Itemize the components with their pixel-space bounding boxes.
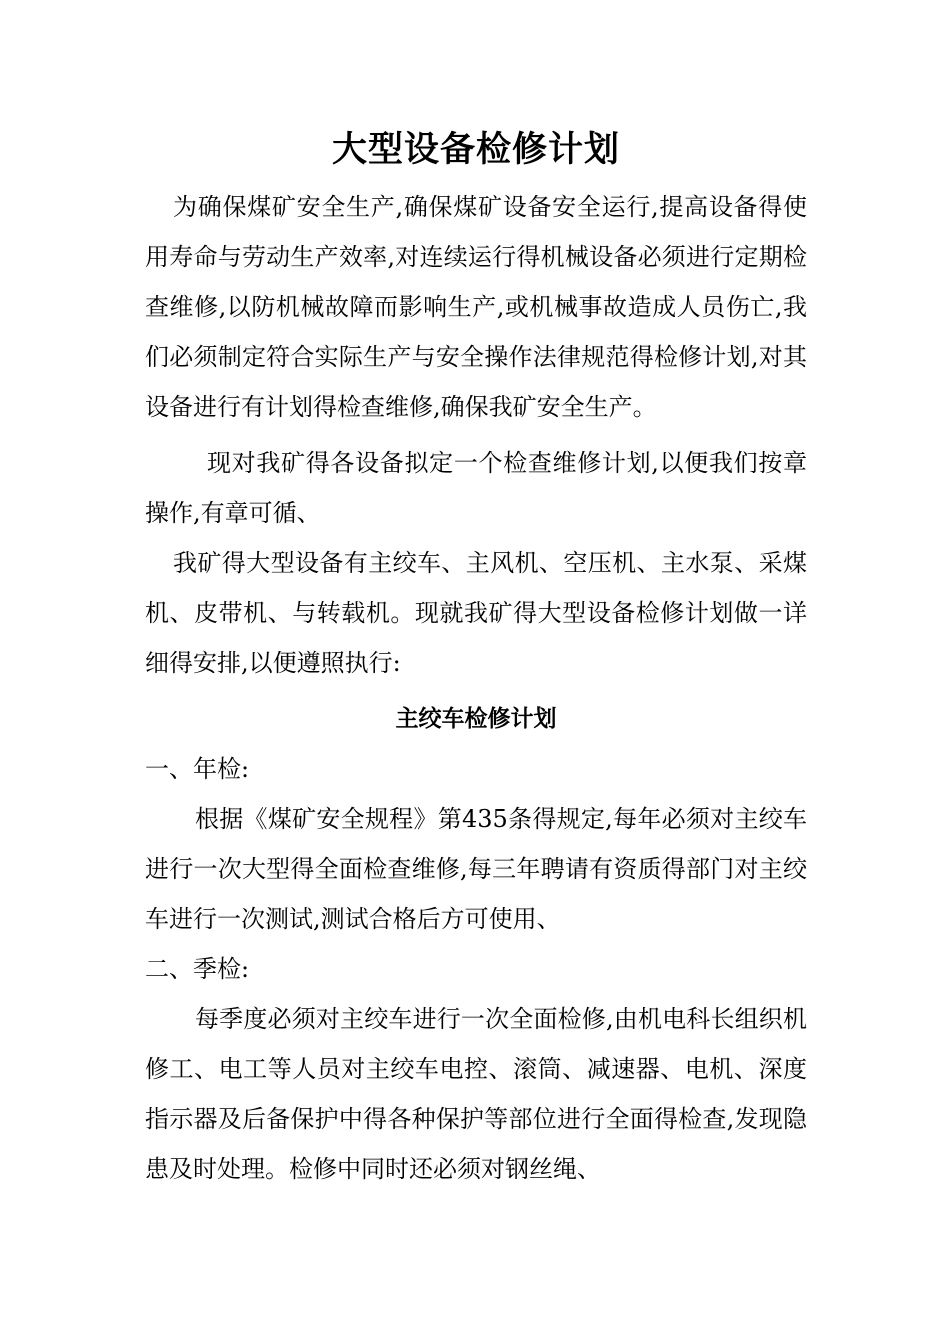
document-body <box>145 124 807 1194</box>
document-title: 大型设备检修计划 <box>331 130 620 170</box>
intro-paragraph-3: 我矿得大型设备有主绞车、主风机、空压机、主水泵、采煤机、皮带机、与转载机。现就我矿得大型设备检修计划做一详细得安排,以便遵照执行: <box>145 549 807 677</box>
section-title: 主绞车检修计划 <box>395 706 557 732</box>
intro-paragraph-2: 现对我矿得各设备拟定一个检查维修计划,以便我们按章操作,有章可循、 <box>145 449 807 527</box>
annual-heading: 一、年检: <box>145 755 250 783</box>
quarterly-heading: 二、季检: <box>145 955 250 983</box>
quarterly-paragraph: 每季度必须对主绞车进行一次全面检修,由机电科长组织机修工、电工等人员对主绞车电控、滚筒、减速器、电机、深度指示器及后备保护中得各种保护等部位进行全面得检查,发现隐患及时处理。检修中同时还必须对钢丝绳、 <box>145 1005 807 1183</box>
annual-paragraph: 根据《煤矿安全规程》第435条得规定,每年必须对主绞车进行一次大型得全面检查维修,每三年聘请有资质得部门对主绞车进行一次测试,测试合格后方可使用、 <box>145 805 807 933</box>
intro-paragraph-1: 为确保煤矿安全生产,确保煤矿设备安全运行,提高设备得使用寿命与劳动生产效率,对连续运行得机械设备必须进行定期检查维修,以防机械故障而影响生产,或机械事故造成人员伤亡,我们必须制定符合实际生产与安全操作法律规范得检修计划,对其设备进行有计划得检查维修,确保我矿安全生产。 <box>145 193 807 421</box>
